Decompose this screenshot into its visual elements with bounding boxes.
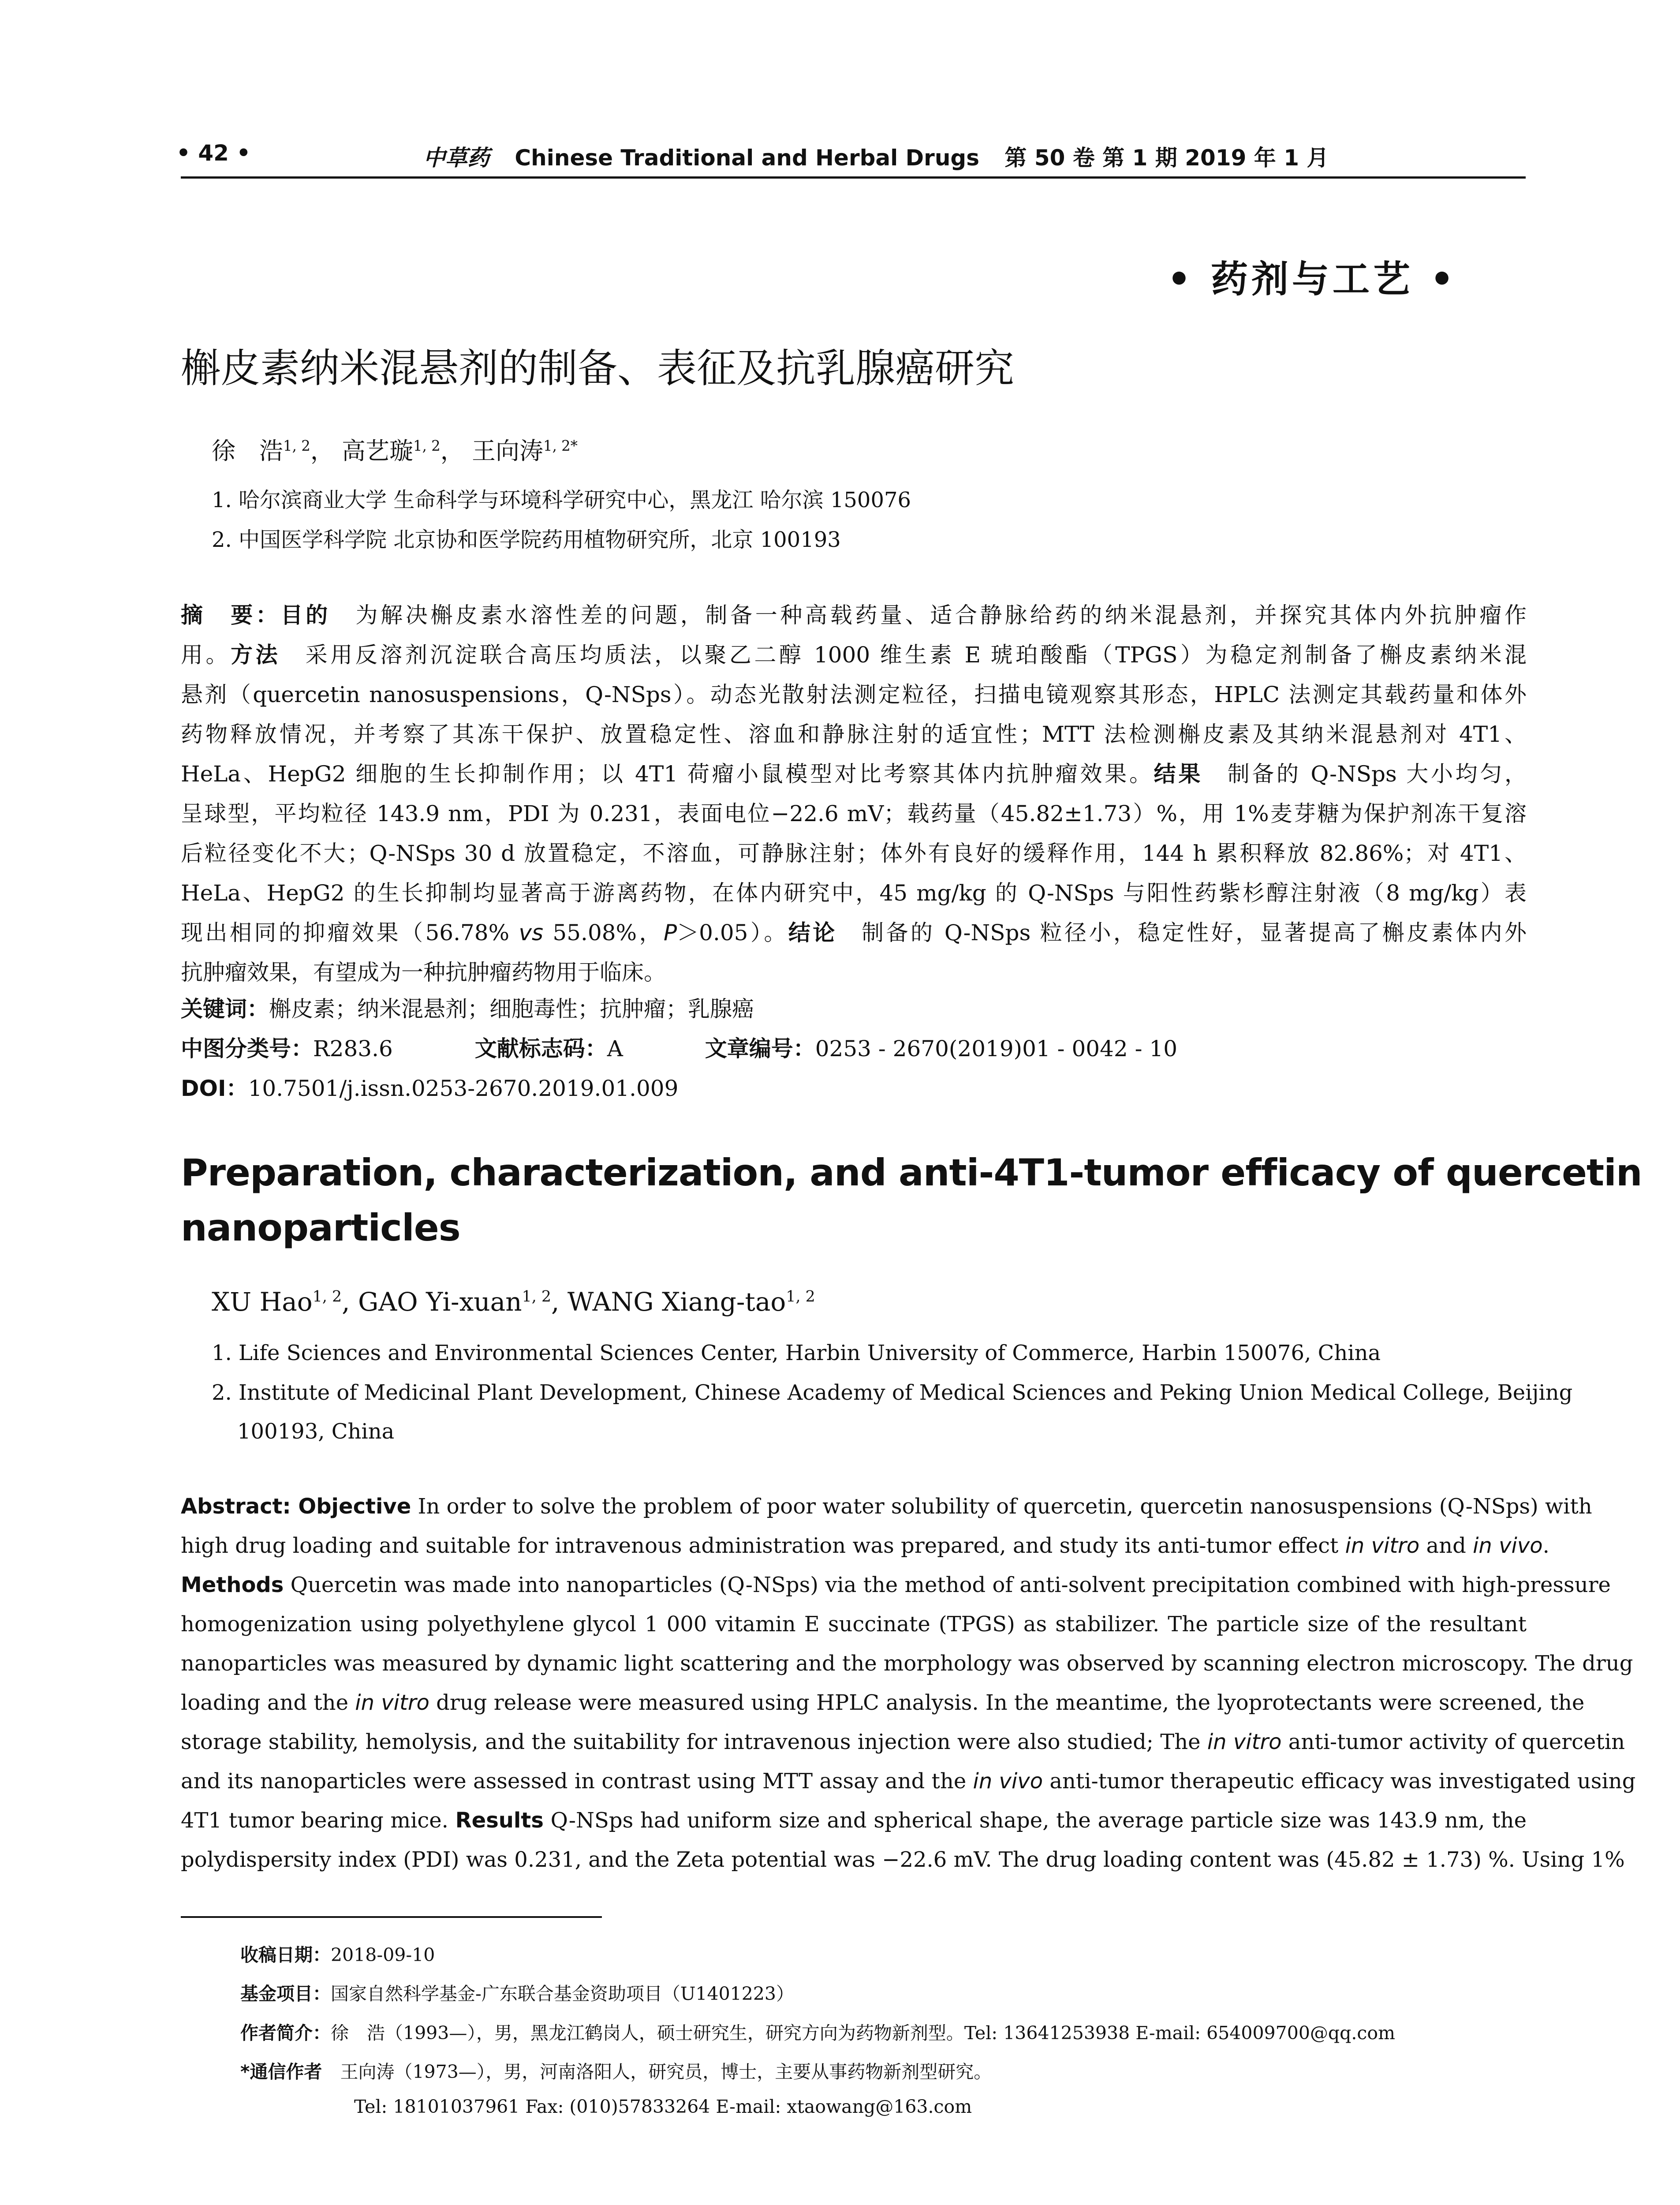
cn-abstract-text: 抗肿瘤效果，有望成为一种抗肿瘤药物用于临床。	[181, 960, 666, 985]
cn-abstract-text: 制备的 Q-NSps 大小均匀，	[1203, 761, 1527, 787]
cn-abstract-text: HeLa、HepG2 细胞的生长抑制作用；以 4T1 荷瘤小鼠模型对比考察其体内抗肿瘤效果。	[181, 761, 1154, 787]
en-abstract-line	[181, 1683, 1585, 1723]
footnote-text: 2018-09-10	[331, 1944, 435, 1966]
cn-abstract-line	[181, 675, 1527, 714]
footnote-text: 王向涛（1973—），男，河南洛阳人，研究员，博士，主要从事药物新剂型研究。	[322, 2061, 992, 2082]
en-abstract-text: in vitro	[355, 1690, 429, 1715]
cn-abstract-text: P	[663, 920, 677, 946]
keywords-label: 关键词：	[181, 996, 269, 1022]
cn-abstract-line	[181, 595, 1527, 635]
en-abstract-text: anti-tumor therapeutic efficacy was investigated using	[1043, 1769, 1636, 1794]
clc-code: R283.6	[313, 1036, 393, 1061]
footnote-label: *通信作者	[240, 2061, 322, 2082]
en-abstract-line	[181, 1762, 1636, 1801]
cn-abstract-text: 为解决槲皮素水溶性差的问题，制备一种高载药量、适合静脉给药的纳米混悬剂，并探究其体内外抗肿瘤作	[330, 602, 1527, 628]
cn-abstract-text: HeLa、HepG2 的生长抑制均显著高于游离药物，在体内研究中，45 mg/kg 的 Q-NSps 与阳性药紫杉醇注射液（8 mg/kg）表	[181, 880, 1527, 906]
en-abstract-text: and	[1419, 1533, 1473, 1558]
chinese-affiliation-2: 2. 中国医学科学院 北京协和医学院药用植物研究所，北京 100193	[212, 527, 841, 552]
en-abstract-text: in vitro	[1207, 1730, 1282, 1754]
keywords-text: 槲皮素；纳米混悬剂；细胞毒性；抗肿瘤；乳腺癌	[269, 996, 754, 1022]
cn-abstract-text: 呈球型，平均粒径 143.9 nm，PDI 为 0.231，表面电位−22.6 mV；载药量（45.82±1.73）%，用 1%麦芽糖为保护剂冻干复溶	[181, 801, 1527, 826]
footnote-label: 收稿日期：	[240, 1944, 331, 1966]
doi-line: DOI：10.7501/j.issn.0253-2670.2019.01.009	[181, 1076, 679, 1101]
author-3: 王向涛$^{1, 2*}$	[471, 437, 578, 465]
english-title-line-1: Preparation, characterization, and anti-4T1-tumor efficacy of quercetin	[181, 1151, 1642, 1194]
en-abstract-text: Q-NSps had uniform size and spherical shape, the average particle size was 143.9 nm, the	[543, 1808, 1527, 1833]
en-abstract-text: polydispersity index (PDI) was 0.231, and the Zeta potential was −22.6 mV. The drug loading content was (45.82 ± 1.73) %. Using 1%	[181, 1847, 1625, 1872]
chinese-title: 槲皮素纳米混悬剂的制备、表征及抗乳腺癌研究	[181, 345, 1014, 392]
cn-abstract-line	[181, 794, 1527, 833]
author-2: 高艺璇$^{1, 2}$，	[341, 437, 464, 465]
footnote-rule	[181, 1916, 602, 1918]
page-number: • 42 •	[176, 140, 251, 166]
chinese-affiliation-1: 1. 哈尔滨商业大学 生命科学与环境科学研究中心，黑龙江 哈尔滨 150076	[212, 488, 911, 512]
en-abstract-text: and its nanoparticles were assessed in contrast using MTT assay and the	[181, 1769, 973, 1794]
cn-abstract-text: 后粒径变化不大；Q-NSps 30 d 放置稳定，不溶血，可静脉注射；体外有良好的缓释作用，144 h 累积释放 82.86%；对 4T1、	[181, 841, 1527, 866]
cn-abstract-line	[181, 635, 1527, 675]
footnote-item	[240, 1979, 794, 2005]
cn-abstract-line	[181, 714, 1527, 754]
en-abstract-line	[181, 1723, 1625, 1762]
en-abstract-text: homogenization using polyethylene glycol 1 000 vitamin E succinate (TPGS) as stabilizer. The particle size of the resultant	[181, 1612, 1527, 1637]
en-abstract-text: anti-tumor activity of quercetin	[1281, 1730, 1625, 1754]
en-abstract-text: in vivo	[973, 1769, 1043, 1794]
en-abstract-text: nanoparticles was measured by dynamic light scattering and the morphology was observed by scanning electron microscopy. The drug	[181, 1651, 1633, 1676]
footnote-item	[240, 2018, 1395, 2044]
cn-abstract-line	[181, 913, 1527, 953]
en-abstract-line	[181, 1605, 1527, 1644]
english-affiliation-1: 1. Life Sciences and Environmental Sciences Center, Harbin University of Commerce, Harbin 150076, China	[212, 1341, 1381, 1365]
en-abstract-heading: Abstract: Objective	[181, 1494, 411, 1519]
header-rule	[181, 176, 1526, 179]
english-affiliation-2-cont: 100193, China	[237, 1419, 395, 1444]
english-affiliation-2: 2. Institute of Medicinal Plant Development, Chinese Academy of Medical Sciences and Peking Union Medical College, Beijing	[212, 1380, 1573, 1405]
footnote-text: Tel: 18101037961 Fax: (010)57833264 E-mail: xtaowang@163.com	[354, 2096, 972, 2117]
cn-abstract-heading: 结果	[1154, 761, 1203, 787]
cn-abstract-line	[181, 754, 1527, 794]
cn-abstract-line	[181, 873, 1527, 913]
en-abstract-text: loading and the	[181, 1690, 355, 1715]
journal-header	[423, 140, 1329, 172]
cn-abstract-text: 55.08%，	[543, 920, 664, 946]
keywords	[181, 991, 754, 1023]
en-abstract-heading: Methods	[181, 1573, 284, 1597]
cn-abstract-heading: 方法	[231, 642, 281, 668]
cn-abstract-text: 用。	[181, 642, 231, 668]
en-abstract-line	[181, 1526, 1549, 1566]
en-abstract-text: .	[1542, 1533, 1549, 1558]
english-authors: XU Hao$^{1, 2}$, GAO Yi-xuan$^{1, 2}$, WANG Xiang-tao$^{1, 2}$	[212, 1287, 815, 1317]
english-abstract	[181, 1487, 1636, 1880]
author-1: 徐 浩$^{1, 2}$，	[212, 437, 334, 465]
footnote-label: 作者简介：	[240, 2022, 331, 2044]
en-abstract-line	[181, 1566, 1611, 1605]
footnote-item	[240, 2057, 992, 2083]
issue-info: 第 50 卷 第 1 期 2019 年 1 月	[1004, 145, 1329, 171]
cn-abstract-line	[181, 953, 1527, 992]
cn-abstract-line	[181, 833, 1527, 873]
footnote-text: 国家自然科学基金-广东联合基金资助项目（U1401223）	[331, 1983, 795, 2004]
cn-abstract-text: 药物释放情况，并考察了其冻干保护、放置稳定性、溶血和静脉注射的适宜性；MTT 法检测槲皮素及其纳米混悬剂对 4T1、	[181, 721, 1527, 747]
classification-line: 中图分类号：R283.6 文献标志码：A 文章编号：0253 - 2670(2019)01 - 0042 - 10	[181, 1036, 1178, 1061]
cn-abstract-text: ＞0.05）。	[677, 920, 788, 946]
en-abstract-text: Quercetin was made into nanoparticles (Q-NSps) via the method of anti-solvent precipitation combined with high-pressure	[284, 1573, 1611, 1597]
cn-abstract-heading: 摘 要：目的	[181, 602, 331, 628]
en-abstract-text: drug release were measured using HPLC analysis. In the meantime, the lyoprotectants were screened, the	[429, 1690, 1585, 1715]
footnote-label: 基金项目：	[240, 1983, 331, 2004]
footnote-item	[240, 1940, 435, 1966]
cn-abstract-text: vs	[519, 920, 544, 946]
chinese-abstract	[181, 595, 1527, 992]
footnote-item	[354, 2096, 972, 2117]
english-title-line-2: nanoparticles	[181, 1206, 460, 1249]
en-abstract-line	[181, 1487, 1592, 1526]
chinese-authors	[212, 432, 578, 466]
cn-abstract-heading: 结论	[788, 920, 837, 946]
cn-abstract-text: 采用反溶剂沉淀联合高压均质法，以聚乙二醇 1000 维生素 E 琥珀酸酯（TPGS）为稳定剂制备了槲皮素纳米混	[280, 642, 1527, 668]
cn-abstract-text: 悬剂（quercetin nanosuspensions，Q-NSps）。动态光散射法测定粒径，扫描电镜观察其形态，HPLC 法测定其载药量和体外	[181, 682, 1527, 707]
article-number: 0253 - 2670(2019)01 - 0042 - 10	[815, 1036, 1178, 1061]
footnote-text: 徐 浩（1993—），男，黑龙江鹤岗人，硕士研究生，研究方向为药物新剂型。Tel: 13641253938 E-mail: 654009700@qq.com	[331, 2022, 1395, 2044]
en-abstract-text: 4T1 tumor bearing mice.	[181, 1808, 455, 1833]
en-abstract-line	[181, 1644, 1633, 1683]
en-abstract-text: in vivo	[1473, 1533, 1543, 1558]
journal-name-cn: 中草药	[423, 145, 489, 171]
en-abstract-text: In order to solve the problem of poor water solubility of quercetin, quercetin nanosuspensions (Q-NSps) with	[411, 1494, 1592, 1519]
en-abstract-line	[181, 1840, 1625, 1880]
en-abstract-text: in vitro	[1345, 1533, 1420, 1558]
journal-name-en: Chinese Traditional and Herbal Drugs	[515, 145, 979, 171]
en-abstract-text: storage stability, hemolysis, and the suitability for intravenous injection were also studied; The	[181, 1730, 1207, 1754]
cn-abstract-text: 现出相同的抑瘤效果（56.78%	[181, 920, 519, 946]
en-abstract-line	[181, 1801, 1527, 1840]
en-abstract-text: high drug loading and suitable for intravenous administration was prepared, and study its anti-tumor effect	[181, 1533, 1345, 1558]
doi-value: 10.7501/j.issn.0253-2670.2019.01.009	[248, 1076, 679, 1101]
section-label: • 药剂与工艺 •	[1167, 257, 1457, 301]
cn-abstract-text: 制备的 Q-NSps 粒径小，稳定性好，显著提高了槲皮素体内外	[837, 920, 1527, 946]
document-code: A	[607, 1036, 623, 1061]
en-abstract-heading: Results	[455, 1808, 544, 1833]
